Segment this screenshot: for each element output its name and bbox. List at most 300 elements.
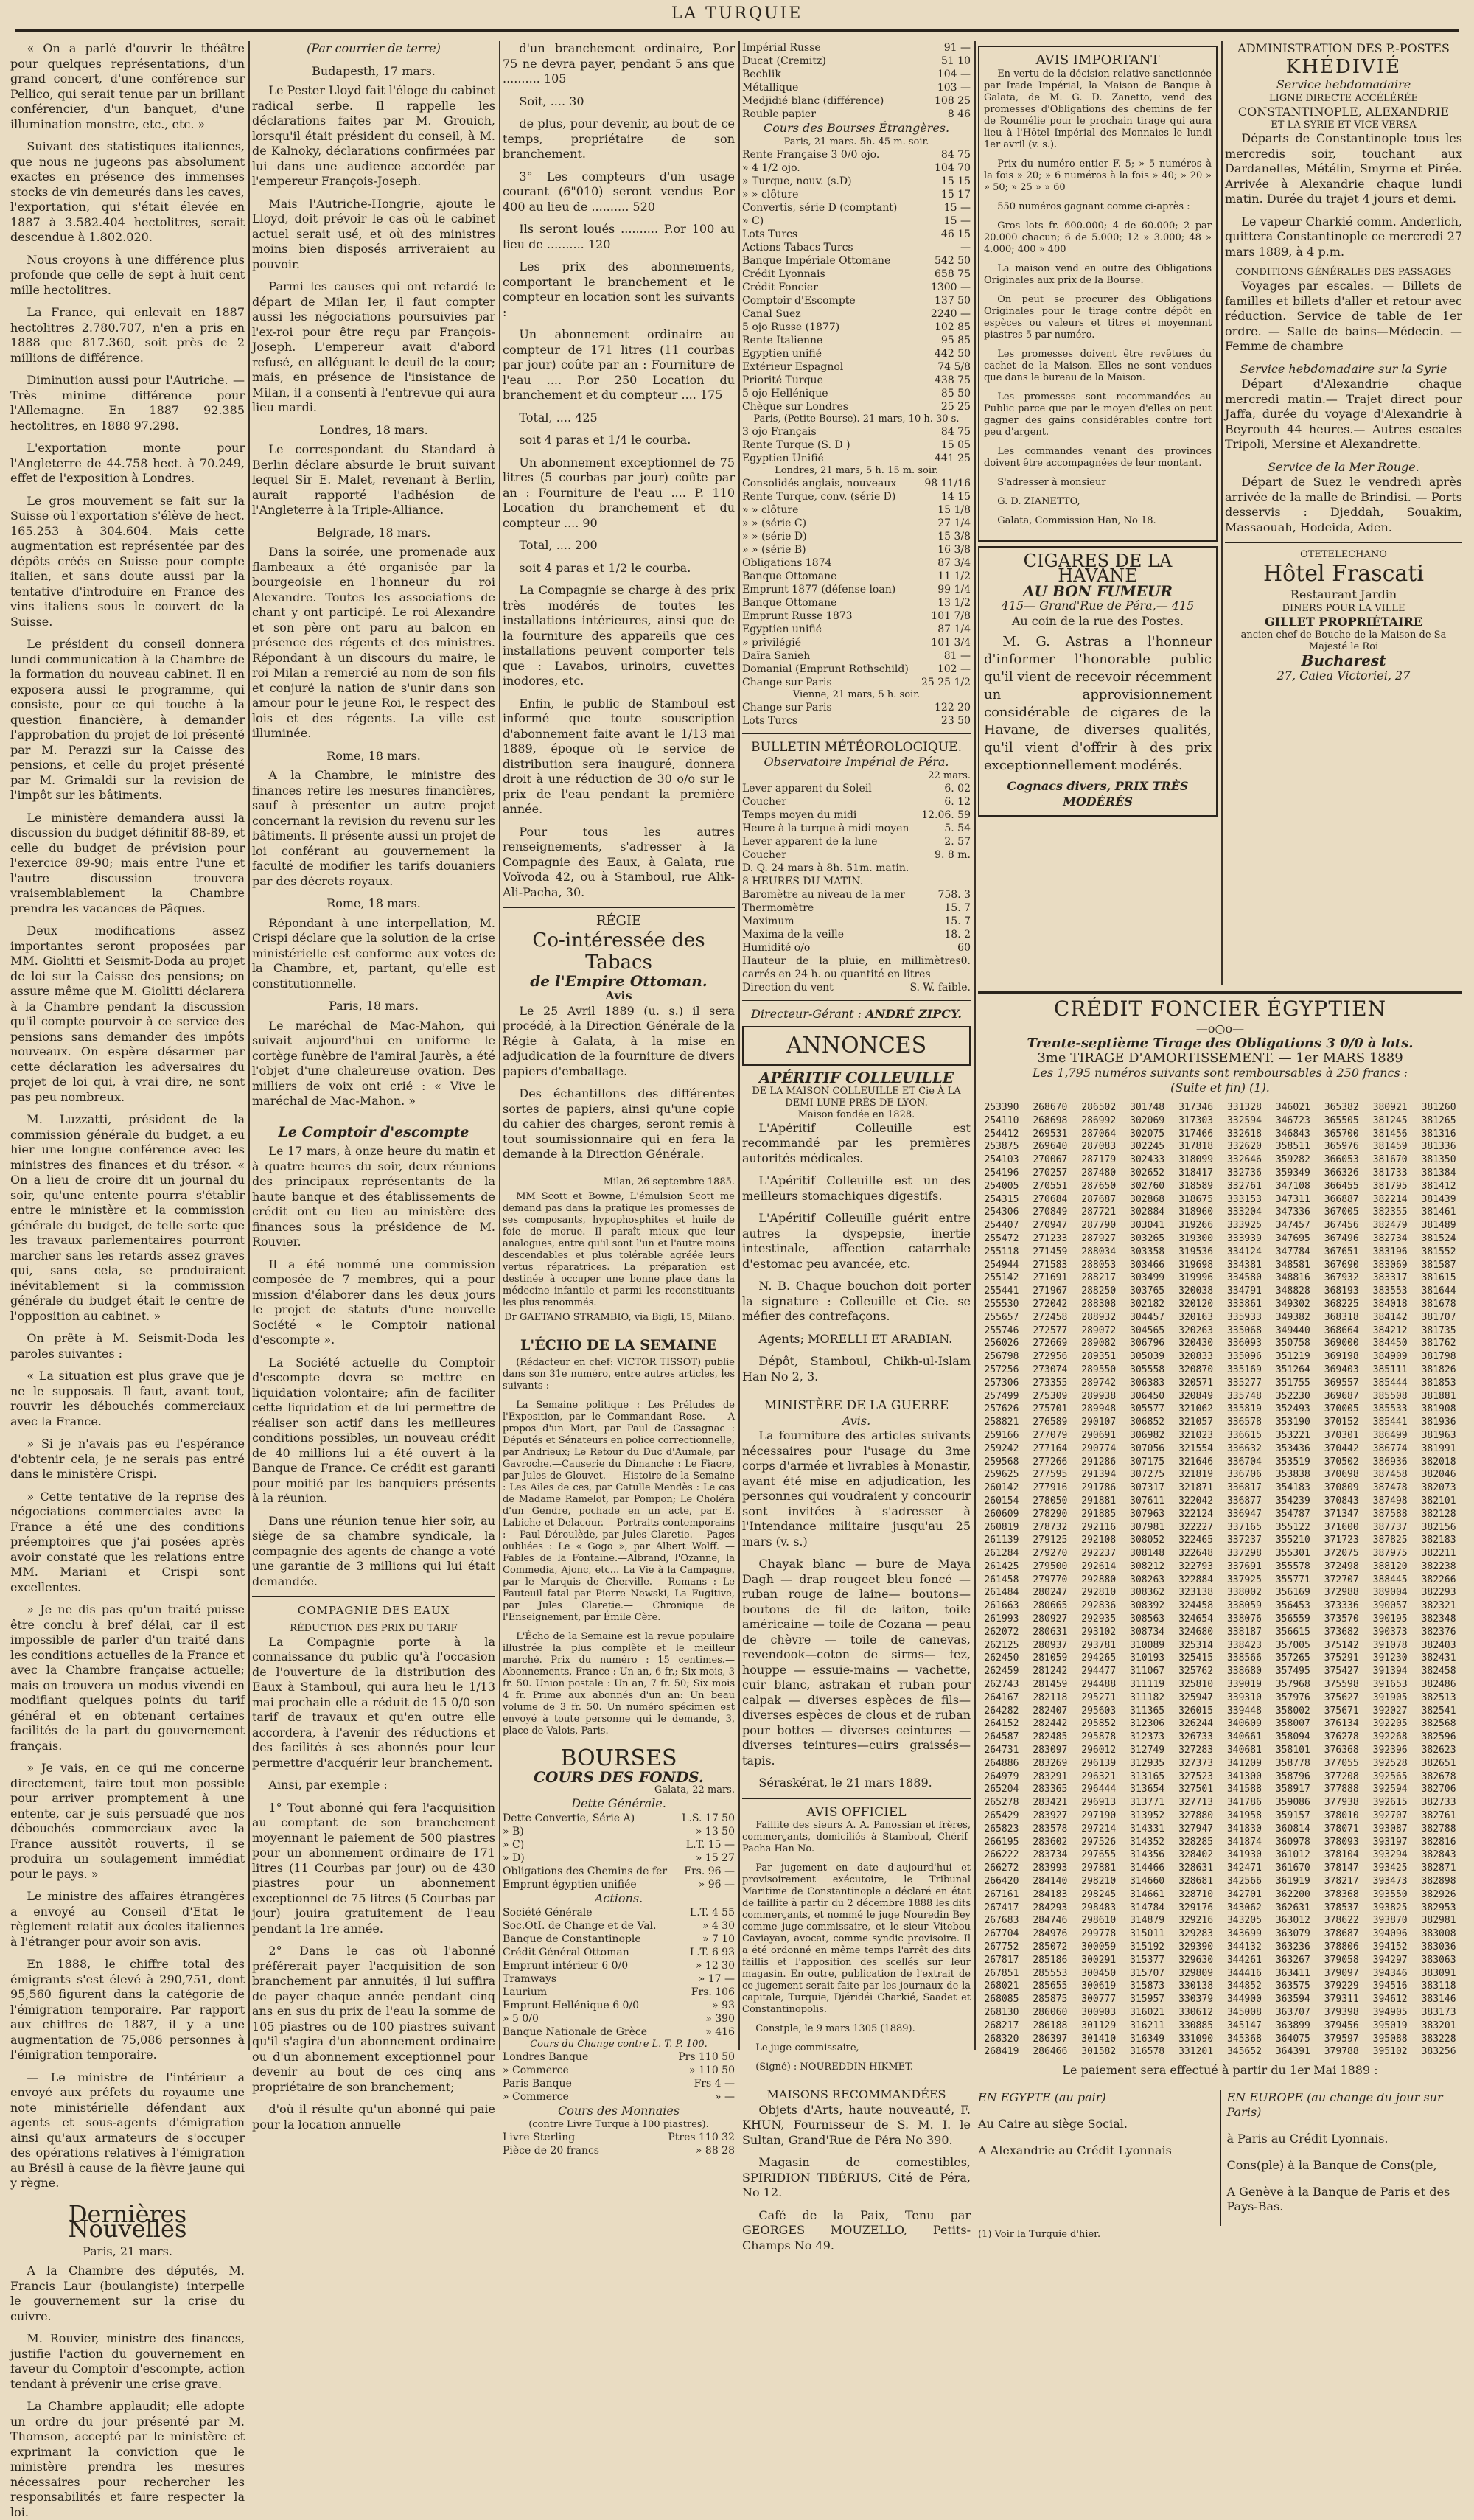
lottery-number: 381489 [1421, 1220, 1456, 1232]
row-value: 12.06. 59 [921, 809, 971, 821]
lottery-number: 387825 [1372, 1535, 1408, 1546]
lottery-number: 359282 [1275, 1154, 1310, 1166]
paragraph: Les promesses sont recommandées au Public parce que par le moyen d'elles on peut gagner des gains considérables contre fort peu d'argent. [984, 391, 1212, 438]
aperitif-text [742, 1121, 971, 1385]
lottery-number: 382214 [1372, 1193, 1408, 1205]
lottery-number: 336632 [1226, 1442, 1262, 1454]
lottery-number: 381991 [1421, 1442, 1456, 1454]
table-row [742, 307, 971, 321]
row-label: » B) [503, 1825, 524, 1837]
lottery-number: 272042 [1033, 1298, 1068, 1310]
row-value: L.T. 15 — [685, 1838, 735, 1851]
lottery-number: 391905 [1372, 1692, 1408, 1703]
paragraph: Total, .... 200 [519, 538, 598, 552]
table-row [742, 94, 971, 108]
lottery-number: 379058 [1324, 1954, 1359, 1966]
lottery-number: 261663 [984, 1600, 1019, 1612]
lottery-number: 342701 [1226, 1888, 1262, 1900]
lottery-number: 287790 [1081, 1220, 1117, 1232]
lottery-number: 365382 [1324, 1102, 1359, 1113]
monnaies-table [503, 2131, 735, 2157]
lottery-number: 375427 [1324, 1666, 1359, 1678]
row-label: 5 ojo Hellénique [742, 387, 828, 399]
lottery-number: 381265 [1421, 1114, 1456, 1126]
row-value: Prs 110 50 [678, 2051, 735, 2063]
credit-rule [978, 991, 1462, 994]
gerant-name: ANDRÉ ZIPCY. [865, 1006, 962, 1021]
lottery-number: 347311 [1275, 1193, 1310, 1205]
lottery-number: 385444 [1372, 1377, 1408, 1389]
table-row [503, 2144, 735, 2157]
lottery-number: 280247 [1033, 1587, 1068, 1599]
syrie-text: Départ d'Alexandrie chaque mercredi matin.— Trajet direct pour Jaffa, durée du voyage d'Alexandrie à Beyrouth 44 heures.— Autres escales Tripoli, Mersine et Alexandrette. [1225, 377, 1462, 451]
lottery-number: 291286 [1081, 1456, 1117, 1467]
table-row [742, 809, 971, 822]
lottery-number: 394905 [1372, 2006, 1408, 2018]
lottery-number: 317303 [1178, 1114, 1214, 1126]
lottery-number: 332620 [1226, 1141, 1262, 1153]
table-row [742, 425, 971, 439]
lottery-number: 254196 [984, 1167, 1019, 1179]
lottery-number: 325314 [1178, 1639, 1214, 1651]
lottery-number: 353519 [1275, 1456, 1310, 1467]
table-row [503, 2025, 735, 2039]
row-label: Actions Tabacs Turcs [742, 241, 853, 254]
lottery-number: 381316 [1421, 1128, 1456, 1139]
lottery-number: 270067 [1033, 1154, 1068, 1166]
lottery-number: 321057 [1178, 1417, 1214, 1428]
lottery-number: 370502 [1324, 1456, 1359, 1467]
lottery-number: 385441 [1372, 1417, 1408, 1428]
row-value: 101 7/8 [931, 610, 971, 622]
milan-signature: Dr GAETANO STRAMBIO, via Bigli, 15, Milano. [504, 1311, 735, 1323]
paragraph: Le 17 mars, à onze heure du matin et à quatre heures du soir, deux réunions des principaux représentants de la haute banque et des établissements de crédit ont eu lieu au ministère des finances sous la présidence de M. Rouvier. [252, 1144, 495, 1249]
route2: ET LA SYRIE ET VICE-VERSA [1271, 119, 1417, 130]
row-value: Frs. 96 — [684, 1865, 735, 1877]
paragraph: Faillite des sieurs A. A. Panossian et frères, commerçants, domiciliés à Stamboul, Chérif-Pacha Han No. [742, 1820, 971, 1854]
lottery-number: 355578 [1275, 1560, 1310, 1572]
lottery-number: 310089 [1130, 1639, 1165, 1651]
paragraph: Le ministère demandera aussi la discussion du budget définitif 88-89, et celle du budget de prévision pour l'exercice 89-90; mais entre l'une et l'autre discussion trouvera vraisemblablement la Chambre prendra les vacances de Pâques. [10, 810, 245, 915]
lottery-number: 338002 [1226, 1587, 1262, 1599]
lottery-number: 270849 [1033, 1207, 1068, 1218]
lottery-number: 268021 [984, 1980, 1019, 1992]
lottery-number: 280927 [1033, 1613, 1068, 1625]
lottery-number: 358917 [1275, 1784, 1310, 1795]
paragraph: Nous croyons à une différence plus profonde que celle de sept à huit cent mille hectolitres. [10, 252, 245, 297]
avis-text [984, 69, 1212, 527]
row-label: Ducat (Cremitz) [742, 55, 826, 67]
lottery-number: 320571 [1178, 1377, 1214, 1389]
lottery-number: 254005 [984, 1180, 1019, 1192]
lottery-number: 378217 [1324, 1876, 1359, 1888]
lottery-number: 322227 [1178, 1521, 1214, 1533]
lottery-number: 321023 [1178, 1429, 1214, 1441]
lottery-number: 382348 [1421, 1613, 1456, 1625]
paragraph: Des échantillons des différentes sortes de papiers, ainsi qu'une copie du cahier des charges, seront remis à tout soumissionnaire qui en fera la demande à la Direction Générale. [503, 1086, 735, 1161]
paragraph: Le juge-commissaire, [755, 2042, 859, 2053]
lottery-number: 381412 [1421, 1180, 1456, 1192]
paragraph: « On a parlé d'ouvrir le théâtre pour quelques représentations, d'un grand concert, d'une conférence sur Pellico, qui serait tenue par un brillant conférencier, d'un banquet, d'une illumination monstre, etc., etc. » [10, 41, 245, 131]
avis-important-box [978, 46, 1218, 542]
lottery-number: 358778 [1275, 1757, 1310, 1769]
lottery-number: 381260 [1421, 1102, 1456, 1113]
lottery-number: 265204 [984, 1784, 1019, 1795]
lottery-number: 322042 [1178, 1495, 1214, 1507]
regie-text [503, 1004, 735, 1162]
lottery-number: 268698 [1033, 1114, 1068, 1126]
lottery-number: 320849 [1178, 1390, 1214, 1402]
table-row [742, 875, 971, 888]
paiement-europe [1227, 2090, 1463, 2226]
lottery-number: 304565 [1130, 1324, 1165, 1336]
lottery-number: 265429 [984, 1810, 1019, 1822]
lottery-number: 341930 [1226, 1849, 1262, 1861]
paragraph: Suivant des statistiques italiennes, que nous ne jugeons pas absolument exactes en présence des immenses stocks de vin demeurés dans les caves, l'exportation, qui s'était élevée en 1887 à 3.582.404 hectolitres, serait descendue à 1.802.020. [10, 139, 245, 244]
row-label: » 4 1/2 ojo. [742, 161, 800, 174]
row-value: 758. 3 [937, 888, 971, 901]
row-label: » » (série C) [742, 517, 807, 529]
lottery-number: 384909 [1372, 1351, 1408, 1363]
telegram-text: Le correspondant du Standard à Berlin déclare absurde le bruit suivant lequel Sir E. Malet, revenant à Berlin, aurait rapporté l'adhésion de l'Angleterre à la Triple-Alliance. [252, 442, 495, 517]
lottery-number: 368193 [1324, 1285, 1359, 1297]
lottery-number: 381733 [1372, 1167, 1408, 1179]
lottery-number: 314331 [1130, 1823, 1165, 1835]
paragraph: 550 numéros gagnant comme ci-après : [997, 200, 1190, 212]
lottery-number: 290774 [1081, 1442, 1117, 1454]
lottery-number: 378010 [1324, 1810, 1359, 1822]
lottery-number: 385111 [1372, 1364, 1408, 1375]
row-value: 91 — [943, 42, 971, 54]
lottery-number: 335096 [1226, 1351, 1262, 1363]
row-label: » » (série B) [742, 543, 806, 556]
change-table [503, 2050, 735, 2104]
row-value: L.T. 4 55 [689, 1907, 735, 1919]
lottery-number: 287687 [1081, 1193, 1117, 1205]
lottery-number: 356169 [1275, 1587, 1310, 1599]
row-value: 84 75 [940, 425, 971, 438]
lottery-number: 312935 [1130, 1757, 1165, 1769]
row-label: Lots Turcs [742, 714, 798, 727]
egypte-line: Au Caire au siège Social. [978, 2117, 1128, 2132]
lottery-number: 349302 [1275, 1298, 1310, 1310]
lottery-number: 366326 [1324, 1167, 1359, 1179]
row-value: 104 — [937, 69, 971, 80]
lottery-number: 384450 [1372, 1338, 1408, 1350]
lottery-number: 369403 [1324, 1364, 1359, 1375]
paragraph: L'Apéritif Colleuille est recommandé par les premières autorités médicales. [742, 1120, 971, 1165]
table-row [742, 928, 971, 941]
lottery-number: 288250 [1081, 1285, 1117, 1297]
paragraph: Dans une réunion tenue hier soir, au siège de sa chambre syndicale, la compagnie des agents de change a voté une garantie de 3 millions qui lui était demandée. [252, 1513, 495, 1588]
lottery-number: 347336 [1275, 1207, 1310, 1218]
lottery-number: 328710 [1178, 1888, 1214, 1900]
lottery-number: 381963 [1421, 1429, 1456, 1441]
lottery-number: 265823 [984, 1823, 1019, 1835]
news-list [10, 2264, 245, 2520]
europe-lines [1227, 2132, 1463, 2214]
lottery-number: 321062 [1178, 1403, 1214, 1415]
paragraph: 3° Les compteurs d'un usage courant (6"010) seront vendus P.or 400 au lieu de .......... 520 [503, 169, 735, 214]
lottery-number: 382678 [1421, 1770, 1456, 1782]
lottery-number: 258821 [984, 1417, 1019, 1428]
lottery-number: 382816 [1421, 1836, 1456, 1848]
lottery-number: 372707 [1324, 1574, 1359, 1585]
etrangeres-title: Cours des Bourses Étrangères. [763, 121, 950, 135]
paragraph: Total, .... 425 [519, 410, 598, 425]
row-value: » 15 27 [695, 1851, 735, 1864]
cigares-text: M. G. Astras a l'honneur d'informer l'honorable public qu'il vient de recevoir récemment un approvisionnement considérable de cigares de la Havane, de diverses qualités, qu'il vient d'offrir à des prix exceptionnellement modérés. [984, 634, 1212, 773]
row-label: Egyptien Unifié [742, 452, 824, 464]
lottery-number: 288053 [1081, 1259, 1117, 1271]
section-heading-dernieres-nouvelles: Dernières Nouvelles [68, 2199, 187, 2243]
lottery-number: 370301 [1324, 1429, 1359, 1441]
table-row [503, 2064, 735, 2077]
lottery-number: 341209 [1226, 1757, 1262, 1769]
lottery-number: 381678 [1421, 1298, 1456, 1310]
lottery-number: 287650 [1081, 1180, 1117, 1192]
lottery-number: 288034 [1081, 1246, 1117, 1257]
lottery-number: 321871 [1178, 1482, 1214, 1494]
paragraph: Ils seront loués .......... P.or 100 au lieu de .......... 120 [503, 222, 735, 251]
row-label: Chèque sur Londres [742, 400, 848, 413]
row-label: » D) [503, 1851, 525, 1864]
row-label: Impérial Russe [742, 42, 821, 54]
paragraph: Les commandes venant des provinces doivent être accompagnées de leur montant. [984, 445, 1212, 469]
lottery-number: 289948 [1081, 1403, 1117, 1415]
lottery-number: 364075 [1275, 2033, 1310, 2045]
row-value: Frs 4 — [694, 2078, 735, 2090]
lottery-number: 341588 [1226, 1784, 1262, 1795]
column-separator [974, 41, 976, 2050]
lottery-number: 311119 [1130, 1679, 1165, 1691]
lottery-number: 292935 [1081, 1613, 1117, 1625]
lottery-number: 321554 [1178, 1442, 1214, 1454]
lottery-number: 394297 [1372, 1954, 1408, 1966]
lottery-number: 277079 [1033, 1429, 1068, 1441]
lottery-number: 376134 [1324, 1718, 1359, 1730]
lottery-number: 382651 [1421, 1757, 1456, 1769]
lottery-number: 387975 [1372, 1548, 1408, 1560]
lottery-number: 307056 [1130, 1442, 1165, 1454]
lottery-number: 327713 [1178, 1797, 1214, 1809]
lottery-number: 256026 [984, 1338, 1019, 1350]
table-row [742, 517, 971, 530]
news-item: La Chambre applaudit; elle adopte un ordre du jour présenté par M. Thomson, accepté par le ministère et exprimant la conviction que le ministère prendra les mesures nécessaires pour rechercher les responsabilités et faire respecter la loi. [10, 2399, 245, 2519]
lottery-number: 381881 [1421, 1390, 1456, 1402]
lottery-number: 280937 [1033, 1639, 1068, 1651]
actions-table [503, 1906, 735, 2039]
lottery-number: 324680 [1178, 1626, 1214, 1638]
paragraph: Soit, .... 30 [519, 94, 584, 108]
londres-table [742, 477, 971, 689]
paragraph: La Semaine politique : Les Préludes de l'Exposition, par le Commandant Rose. — A propos d'un Mort, par Paul de Cassagnac : Députés et Sénateurs en police correctionnelle, par Andrieux; Le Retour du Duc d'Aumale, par Gavroche.—Causerie du Dimanche : Le Fiacre, par Jules de Glouvet. — Histoire de la Semaine : Les Ailes de ces, par Catulle Mendès : Le cas de Madame Ramelot, par Pompon; Le Choléra d'un Gendre, pochade en un acte, par E. Labiche et Delacour.— Portraits contemporains :— Paul Déroulède, par Jules Claretie.— Pages oubliées : Le « Gogo », par Albert Wolff. — Fables de la Fontaine.—Albrand, l'Ozanne, la Commedia, Ajonc, etc... La Vie à la Campagne, par le Marquis de Cherville.— Romans : Le Fauteuil fatal par Pierre Newski, La Fugitive, par Jules Claretie.— Chronique de l'Enseignement, par Émile Cère. [503, 1400, 735, 1623]
lottery-number: 301410 [1081, 2033, 1117, 2045]
lottery-number: 347695 [1275, 1232, 1310, 1244]
lottery-number: 371723 [1324, 1535, 1359, 1546]
row-value: 108 25 [935, 95, 971, 107]
lottery-number: 365505 [1324, 1114, 1359, 1126]
lottery-number: 358094 [1275, 1731, 1310, 1743]
lottery-number: 327501 [1178, 1784, 1214, 1795]
lottery-number: 286188 [1033, 2020, 1068, 2031]
lottery-number: 301582 [1081, 2046, 1117, 2058]
lottery-number: 381524 [1421, 1232, 1456, 1244]
lottery-number: 395088 [1372, 2033, 1408, 2045]
lottery-number: 360814 [1275, 1823, 1310, 1835]
lottery-number: 254407 [984, 1220, 1019, 1232]
lottery-number: 308212 [1130, 1560, 1165, 1572]
lottery-number: 326244 [1178, 1718, 1214, 1730]
lottery-number: 344852 [1226, 1980, 1262, 1992]
dateline: Budapesth, 17 mars. [312, 63, 436, 78]
table-row [742, 915, 971, 928]
lottery-number: 359086 [1275, 1797, 1310, 1809]
lottery-number: 360978 [1275, 1836, 1310, 1848]
lottery-number: 256798 [984, 1351, 1019, 1363]
row-value: » 390 [705, 2013, 735, 2025]
row-value: 658 75 [935, 268, 971, 280]
lottery-number: 358007 [1275, 1718, 1310, 1730]
divider [503, 907, 735, 908]
lottery-number: 370005 [1324, 1403, 1359, 1415]
ligne: LIGNE DIRECTE ACCÉLÉRÉE [1269, 92, 1418, 104]
lottery-number: 378147 [1324, 1863, 1359, 1874]
lottery-number: 363012 [1275, 1915, 1310, 1927]
lottery-number: 334124 [1226, 1246, 1262, 1257]
lottery-number: 385508 [1372, 1390, 1408, 1402]
lottery-number: 302182 [1130, 1298, 1165, 1310]
lottery-number: 329630 [1178, 1954, 1214, 1966]
lottery-number: 345008 [1226, 2006, 1262, 2018]
lottery-number: 381762 [1421, 1338, 1456, 1350]
postes-text [1225, 131, 1462, 259]
lottery-number: 378104 [1324, 1849, 1359, 1861]
lottery-number: 323138 [1178, 1587, 1214, 1599]
lottery-number: 382733 [1421, 1797, 1456, 1809]
lottery-number: 268419 [984, 2046, 1019, 2058]
row-value: 60 [957, 941, 971, 954]
lottery-number: 382073 [1421, 1482, 1456, 1494]
table-row [742, 161, 971, 175]
lottery-number: 383008 [1421, 1928, 1456, 1940]
lottery-number: 382211 [1421, 1548, 1456, 1560]
cours-des-fonds: COURS DES FONDS. [534, 1767, 704, 1786]
row-label: Lots Turcs [742, 228, 798, 240]
row-value: 137 50 [935, 294, 971, 307]
lottery-number: 304457 [1130, 1311, 1165, 1323]
maisons-list [742, 2103, 971, 2254]
lottery-number: 390373 [1372, 1626, 1408, 1638]
lottery-number: 378537 [1324, 1902, 1359, 1913]
lottery-number: 270257 [1033, 1167, 1068, 1179]
lottery-number: 284183 [1033, 1888, 1068, 1900]
paragraph: soit 4 paras et 1/4 le courba. [519, 433, 691, 447]
lottery-number: 382541 [1421, 1705, 1456, 1717]
lottery-number: 253390 [984, 1102, 1019, 1113]
lottery-number: 257626 [984, 1403, 1019, 1415]
column-separator [1221, 41, 1223, 985]
lottery-number: 260609 [984, 1508, 1019, 1520]
lottery-number: 390057 [1372, 1600, 1408, 1612]
lottery-number: 355210 [1275, 1535, 1310, 1546]
lottery-number: 383256 [1421, 2046, 1456, 2058]
lottery-number: 270551 [1033, 1180, 1068, 1192]
lottery-number: 344416 [1226, 1967, 1262, 1979]
column-4 [742, 41, 971, 2252]
lottery-number: 308392 [1130, 1600, 1165, 1612]
row-value: 9. 8 m. [935, 848, 971, 861]
lottery-number: 370809 [1324, 1482, 1359, 1494]
table-row [742, 294, 971, 307]
row-value: 99 1/4 [937, 583, 971, 596]
lottery-number: 280631 [1033, 1626, 1068, 1638]
lottery-number: 341874 [1226, 1836, 1262, 1848]
lottery-number: 318675 [1178, 1193, 1214, 1205]
row-label: Direction du vent [742, 981, 834, 994]
lottery-number: 341786 [1226, 1797, 1262, 1809]
telegram-text: Le Pester Lloyd fait l'éloge du cabinet radical serbe. Il rappelle les déclarations faites par M. Grouich, lorsqu'il était président du conseil, à M. de Kalnoky, déclarations confirmées par lui dans une audience accordée par l'empereur François-Joseph. [252, 83, 495, 188]
row-value: 11 1/2 [937, 570, 971, 582]
table-row [503, 1933, 735, 1946]
paragraph: Pour tous les autres renseignements, s'adresser à la Compagnie des Eaux, à Galata, rue Voïvoda 42, ou à Stamboul, rue Alik-Ali-Pacha, 30. [503, 824, 735, 899]
lottery-number: 351755 [1275, 1377, 1310, 1389]
annonces-banner: ANNONCES [742, 1026, 971, 1066]
lottery-number: 314661 [1130, 1888, 1165, 1900]
row-value: Ptres 110 32 [668, 2131, 735, 2143]
lottery-number: 393425 [1372, 1863, 1408, 1874]
paris-cloture: Paris, (Petite Bourse). 21 mars, 10 h. 30 s. [753, 413, 960, 425]
lottery-number: 302245 [1130, 1141, 1165, 1153]
row-value: 441 25 [935, 452, 971, 464]
lottery-number: 305558 [1130, 1364, 1165, 1375]
echo-text [503, 1357, 735, 1737]
row-value: 16 3/8 [937, 543, 971, 556]
row-label: Domanial (Emprunt Rothschild) [742, 663, 909, 675]
table-row [503, 1999, 735, 2012]
lottery-number: 317466 [1178, 1128, 1214, 1139]
table-row [742, 228, 971, 241]
lottery-number: 267683 [984, 1915, 1019, 1927]
lottery-number: 271967 [1033, 1285, 1068, 1297]
lottery-number: 391078 [1372, 1639, 1408, 1651]
lottery-number: 314356 [1130, 1849, 1165, 1861]
table-row [742, 663, 971, 676]
row-label: Egyptien unifié [742, 623, 822, 635]
row-value: » 13 50 [695, 1825, 735, 1837]
lottery-number: 291881 [1081, 1495, 1117, 1507]
lottery-number: 351219 [1275, 1351, 1310, 1363]
lottery-number: 372075 [1324, 1548, 1359, 1560]
lottery-number: 342471 [1226, 1863, 1262, 1874]
lottery-number: 329283 [1178, 1928, 1214, 1940]
table-row [503, 1986, 735, 1999]
table-row [742, 55, 971, 68]
lottery-number: 327373 [1178, 1757, 1214, 1769]
paragraph: Ainsi, par exemple : [268, 1778, 388, 1792]
row-label: Coucher [742, 795, 786, 808]
lottery-number: 333861 [1226, 1298, 1262, 1310]
lottery-number: 354787 [1275, 1508, 1310, 1520]
column-6 [1225, 41, 1462, 985]
row-label: Maximum [742, 915, 794, 927]
lottery-number: 308362 [1130, 1587, 1165, 1599]
row-value: » — [714, 2091, 735, 2103]
lottery-number: 322124 [1178, 1508, 1214, 1520]
table-row [742, 570, 971, 583]
row-label: Banque Nationale de Grèce [503, 2026, 648, 2038]
table-row [742, 241, 971, 254]
